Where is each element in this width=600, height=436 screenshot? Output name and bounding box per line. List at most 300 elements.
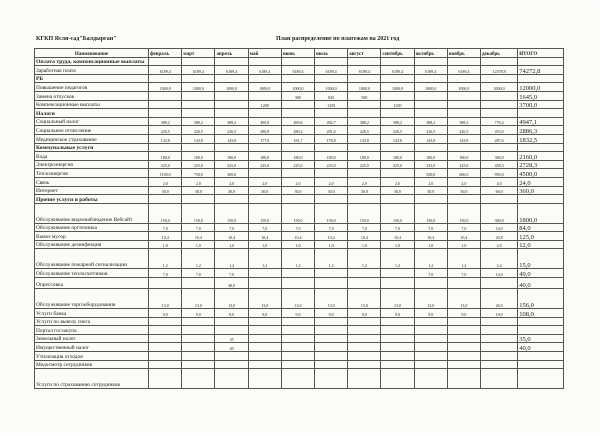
month-value: 180,0	[182, 152, 215, 161]
column-header: сентябрь	[381, 49, 414, 58]
month-value	[248, 278, 281, 289]
month-value: 7,0	[248, 223, 281, 232]
month-value: 388,2	[215, 117, 248, 126]
payment-plan-table	[34, 48, 564, 389]
row-name: Социальный налог	[35, 117, 149, 126]
month-value	[315, 343, 348, 352]
month-value	[281, 334, 314, 343]
month-value	[348, 100, 381, 109]
row-total: 125,0	[518, 232, 564, 241]
month-value: 13,0	[381, 289, 414, 309]
month-value: 7,0	[215, 223, 248, 232]
month-value: 2,0	[315, 177, 348, 186]
month-value: 300,0	[480, 203, 517, 223]
month-value: 1,0	[315, 240, 348, 249]
month-value	[215, 143, 248, 152]
month-value	[447, 74, 480, 83]
table-row	[35, 326, 564, 335]
month-value	[381, 360, 414, 369]
month-value	[414, 143, 447, 152]
row-name: Социальное отчисление	[35, 126, 149, 135]
month-value	[149, 278, 182, 289]
month-value: 1,2	[315, 249, 348, 269]
row-total	[518, 143, 564, 152]
month-value	[480, 195, 517, 204]
month-value	[182, 143, 215, 152]
month-value	[182, 74, 215, 83]
month-value: 13,0	[182, 289, 215, 309]
row-total: 1832,5	[518, 134, 564, 143]
month-value	[281, 317, 314, 326]
month-value	[315, 317, 348, 326]
row-total: 12000,0	[518, 83, 564, 92]
month-value	[281, 169, 314, 178]
month-value: 18,0	[480, 309, 517, 318]
month-value: 287,6	[480, 134, 517, 143]
month-value	[315, 352, 348, 361]
row-total: 74272,8	[518, 66, 564, 75]
month-value	[480, 317, 517, 326]
month-value	[281, 74, 314, 83]
column-header: декабрь	[480, 49, 517, 58]
month-value	[315, 109, 348, 118]
month-value	[414, 74, 447, 83]
row-name: Обслуживание видеонаблюдение Вебсайт	[35, 203, 149, 223]
month-value: 13,0	[149, 289, 182, 309]
section-row	[35, 195, 564, 204]
month-value	[281, 269, 314, 278]
month-value	[480, 100, 517, 109]
month-value	[149, 326, 182, 335]
month-value: 7,0	[447, 269, 480, 278]
row-total: 2728,3	[518, 160, 564, 169]
month-value: 150,0	[248, 203, 281, 223]
row-name: Замена отпусков	[35, 91, 149, 100]
column-header: февраль	[149, 49, 182, 58]
month-value	[182, 100, 215, 109]
month-value	[348, 143, 381, 152]
month-value	[381, 369, 414, 389]
row-name: Прочие услуги и работы	[35, 195, 149, 204]
month-value: 150,0	[182, 203, 215, 223]
month-value: 6189,4	[348, 66, 381, 75]
table-row	[35, 91, 564, 100]
month-value: 2,0	[348, 177, 381, 186]
month-value: 10,4	[315, 232, 348, 241]
month-value	[381, 269, 414, 278]
row-name: Повышение педагогов	[35, 83, 149, 92]
month-value	[215, 100, 248, 109]
month-value: 226,5	[348, 126, 381, 135]
month-value	[215, 360, 248, 369]
section-row	[35, 57, 564, 66]
month-value: 1,2	[149, 249, 182, 269]
month-value	[215, 369, 248, 389]
month-value: 13,0	[414, 289, 447, 309]
section-row	[35, 74, 564, 83]
month-value	[447, 334, 480, 343]
month-value: 181,7	[281, 134, 314, 143]
month-value: 1,2	[215, 249, 248, 269]
month-value	[480, 326, 517, 335]
month-value: 1000,0	[315, 83, 348, 92]
month-value: 226,5	[182, 126, 215, 135]
month-value: 143,8	[182, 134, 215, 143]
month-value: 150,0	[215, 203, 248, 223]
month-value	[348, 334, 381, 343]
month-value: 1,0	[447, 240, 480, 249]
month-value: 13,0	[248, 289, 281, 309]
month-value: 1250	[315, 100, 348, 109]
month-value: 1000,0	[348, 83, 381, 92]
table-row	[35, 203, 564, 223]
month-value: 30,0	[149, 186, 182, 195]
month-value	[149, 334, 182, 343]
column-header: июль	[315, 49, 348, 58]
month-value: 1,0	[215, 240, 248, 249]
row-total: 12,0	[518, 240, 564, 249]
section-row	[35, 143, 564, 152]
month-value: 14,0	[480, 269, 517, 278]
month-value	[414, 109, 447, 118]
month-value	[414, 100, 447, 109]
month-value	[182, 334, 215, 343]
month-value: 500	[348, 91, 381, 100]
month-value	[480, 352, 517, 361]
month-value	[315, 334, 348, 343]
row-name: Медицинское страхование	[35, 134, 149, 143]
month-value: 300	[281, 91, 314, 100]
month-value	[149, 143, 182, 152]
month-value	[182, 57, 215, 66]
month-value: 1,0	[381, 240, 414, 249]
row-total: 40,0	[518, 343, 564, 352]
month-value: 143,8	[348, 134, 381, 143]
row-name: Теплоэнергия	[35, 169, 149, 178]
month-value: 1,2	[447, 249, 480, 269]
month-value: 490,6	[281, 117, 314, 126]
row-name: Обслуживание торгооборудования	[35, 289, 149, 309]
month-value	[414, 334, 447, 343]
month-value: 14,0	[480, 223, 517, 232]
month-value	[215, 326, 248, 335]
month-value: 180,0	[381, 152, 414, 161]
month-value: 180,0	[149, 152, 182, 161]
month-value: 225,0	[281, 160, 314, 169]
column-header: март	[182, 49, 215, 58]
month-value	[381, 343, 414, 352]
month-value: 9,0	[215, 309, 248, 318]
month-value	[315, 143, 348, 152]
month-value: 150,0	[315, 203, 348, 223]
month-value	[182, 343, 215, 352]
month-value	[348, 195, 381, 204]
month-value: 750,0	[182, 169, 215, 178]
month-value: 7,0	[149, 223, 182, 232]
month-value: 550,0	[414, 169, 447, 178]
month-value	[149, 352, 182, 361]
month-value	[480, 369, 517, 389]
month-value	[447, 91, 480, 100]
month-value	[149, 343, 182, 352]
month-value: 226,5	[149, 126, 182, 135]
month-value: 1,2	[414, 249, 447, 269]
table-row	[35, 278, 564, 289]
table-row	[35, 100, 564, 109]
month-value: 225,0	[149, 160, 182, 169]
table-row	[35, 66, 564, 75]
month-value	[447, 278, 480, 289]
month-value	[414, 369, 447, 389]
row-total	[518, 317, 564, 326]
month-value	[315, 278, 348, 289]
row-total: 40,0	[518, 278, 564, 289]
month-value: 2,4	[480, 249, 517, 269]
month-value	[149, 109, 182, 118]
month-value	[447, 109, 480, 118]
table-row	[35, 334, 564, 343]
month-value	[248, 195, 281, 204]
month-value	[248, 143, 281, 152]
column-header: ноябрь	[447, 49, 480, 58]
month-value	[348, 360, 381, 369]
row-name: Связь	[35, 177, 149, 186]
month-value	[215, 352, 248, 361]
month-value: 143,8	[447, 134, 480, 143]
month-value: 180,0	[248, 152, 281, 161]
month-value	[480, 334, 517, 343]
month-value	[480, 74, 517, 83]
month-value	[281, 343, 314, 352]
month-value	[348, 326, 381, 335]
month-value	[315, 169, 348, 178]
month-value: 6189,4	[182, 66, 215, 75]
table-row	[35, 186, 564, 195]
month-value: 1,2	[381, 249, 414, 269]
row-total: 4947,1	[518, 117, 564, 126]
month-value: 30,0	[414, 186, 447, 195]
month-value: 388,2	[447, 117, 480, 126]
month-value	[182, 352, 215, 361]
row-total	[518, 369, 564, 389]
month-value	[348, 317, 381, 326]
row-total	[518, 352, 564, 361]
month-value: 600,0	[447, 169, 480, 178]
month-value	[447, 360, 480, 369]
month-value	[447, 326, 480, 335]
month-value	[348, 278, 381, 289]
row-name: Обслуживание дезинфекция	[35, 240, 149, 249]
month-value: 150,0	[414, 203, 447, 223]
month-value	[315, 360, 348, 369]
month-value: 12378,8	[480, 66, 517, 75]
month-value: 1,2	[248, 249, 281, 269]
month-value: 280,8	[248, 126, 281, 135]
column-header: май	[248, 49, 281, 58]
month-value: 150,0	[447, 203, 480, 223]
month-value: 4,0	[480, 177, 517, 186]
month-value: 180,0	[315, 152, 348, 161]
month-value: 388,2	[414, 117, 447, 126]
month-value: 388,2	[182, 117, 215, 126]
row-name: Услуги банка	[35, 309, 149, 318]
row-name: Медосмотр сотрудников	[35, 360, 149, 369]
month-value	[215, 91, 248, 100]
organization-name: КГКП Ясли-сад"Балдырган"	[36, 36, 117, 42]
month-value	[348, 74, 381, 83]
month-value: 453,0	[480, 126, 517, 135]
month-value	[480, 57, 517, 66]
table-row	[35, 309, 564, 318]
month-value: 60,0	[480, 186, 517, 195]
month-value: 7,0	[348, 223, 381, 232]
table-row	[35, 360, 564, 369]
month-value	[381, 57, 414, 66]
column-header: ИТОГО	[518, 49, 564, 58]
month-value	[381, 169, 414, 178]
month-value: 7,0	[182, 269, 215, 278]
month-value	[149, 195, 182, 204]
month-value: 280,2	[281, 126, 314, 135]
table-row	[35, 169, 564, 178]
month-value: 225,0	[248, 160, 281, 169]
month-value: 9,0	[414, 309, 447, 318]
month-value: 1000,0	[149, 83, 182, 92]
month-value: 180,0	[414, 152, 447, 161]
month-value: 2,0	[182, 177, 215, 186]
month-value	[182, 109, 215, 118]
month-value: 300,0	[215, 169, 248, 178]
month-value: 143,8	[414, 134, 447, 143]
row-name: Обслуживание оргтехника	[35, 223, 149, 232]
row-total: 108,0	[518, 309, 564, 318]
table-row	[35, 83, 564, 92]
table-row	[35, 249, 564, 269]
month-value	[381, 317, 414, 326]
month-value: 1,0	[414, 240, 447, 249]
month-value: 2000,0	[480, 83, 517, 92]
month-value	[348, 352, 381, 361]
month-value: 360,0	[480, 152, 517, 161]
month-value	[248, 369, 281, 389]
month-value	[248, 352, 281, 361]
month-value: 7,0	[315, 223, 348, 232]
month-value: 226,5	[381, 126, 414, 135]
month-value: 177,8	[248, 134, 281, 143]
month-value: 7,0	[414, 223, 447, 232]
month-value	[480, 143, 517, 152]
month-value: 26,0	[480, 289, 517, 309]
month-value: 225,0	[414, 160, 447, 169]
month-value: 180,0	[281, 152, 314, 161]
row-total	[518, 326, 564, 335]
month-value	[182, 317, 215, 326]
table-row	[35, 177, 564, 186]
row-name: Опрессовка	[35, 278, 149, 289]
row-name: Утилизация отходов	[35, 352, 149, 361]
month-value	[381, 74, 414, 83]
row-name: Коммунальные услуги	[35, 143, 149, 152]
month-value: 150,0	[281, 203, 314, 223]
month-value	[414, 57, 447, 66]
table-row	[35, 369, 564, 389]
month-value: 1,2	[348, 249, 381, 269]
month-value: 1000,0	[281, 83, 314, 92]
month-value	[348, 343, 381, 352]
month-value	[348, 269, 381, 278]
month-value	[414, 278, 447, 289]
month-value	[315, 269, 348, 278]
month-value: 225,0	[315, 160, 348, 169]
month-value	[149, 369, 182, 389]
month-value: 9,0	[381, 309, 414, 318]
month-value: 225,0	[447, 160, 480, 169]
month-value	[447, 100, 480, 109]
month-value	[381, 334, 414, 343]
table-row	[35, 126, 564, 135]
month-value: 150,0	[381, 203, 414, 223]
month-value: 388,2	[381, 117, 414, 126]
month-value: 6189,4	[281, 66, 314, 75]
month-value: 1,0	[248, 240, 281, 249]
month-value: 9,0	[182, 309, 215, 318]
month-value: 7,0	[215, 269, 248, 278]
month-value: 10,4	[381, 232, 414, 241]
month-value: 10,4	[149, 232, 182, 241]
month-value: 30,0	[447, 186, 480, 195]
month-value	[281, 195, 314, 204]
row-name: Имущественный налог	[35, 343, 149, 352]
table-row	[35, 160, 564, 169]
month-value	[414, 352, 447, 361]
month-value	[315, 195, 348, 204]
column-header: апрель	[215, 49, 248, 58]
month-value: 6189,4	[248, 66, 281, 75]
row-total: 15,0	[518, 249, 564, 269]
month-value: 143,8	[215, 134, 248, 143]
month-value: 7,0	[447, 223, 480, 232]
month-value	[447, 343, 480, 352]
month-value	[480, 343, 517, 352]
month-value: 1,0	[149, 240, 182, 249]
month-value	[248, 343, 281, 352]
month-value: 7,0	[381, 223, 414, 232]
month-value	[414, 91, 447, 100]
row-total	[518, 109, 564, 118]
month-value: 10,4	[182, 232, 215, 241]
month-value	[281, 57, 314, 66]
month-value	[447, 317, 480, 326]
row-total: 156,0	[518, 289, 564, 309]
month-value: 776,4	[480, 117, 517, 126]
month-value: 1,0	[281, 240, 314, 249]
month-value: 1000,0	[248, 83, 281, 92]
month-value: 2,0	[381, 177, 414, 186]
row-total: 2160,0	[518, 152, 564, 161]
month-value: 492,7	[315, 117, 348, 126]
month-value: 35	[215, 334, 248, 343]
month-value: 7,0	[182, 223, 215, 232]
month-value: 13,0	[348, 289, 381, 309]
row-name: Заработная плата	[35, 66, 149, 75]
month-value: 2,0	[447, 177, 480, 186]
month-value: 30,0	[182, 186, 215, 195]
month-value: 9,0	[447, 309, 480, 318]
row-total: 2886,3	[518, 126, 564, 135]
document-title: План распределение по платежам на 2021 год	[276, 36, 400, 42]
month-value: 6189,4	[414, 66, 447, 75]
month-value: 13,0	[315, 289, 348, 309]
